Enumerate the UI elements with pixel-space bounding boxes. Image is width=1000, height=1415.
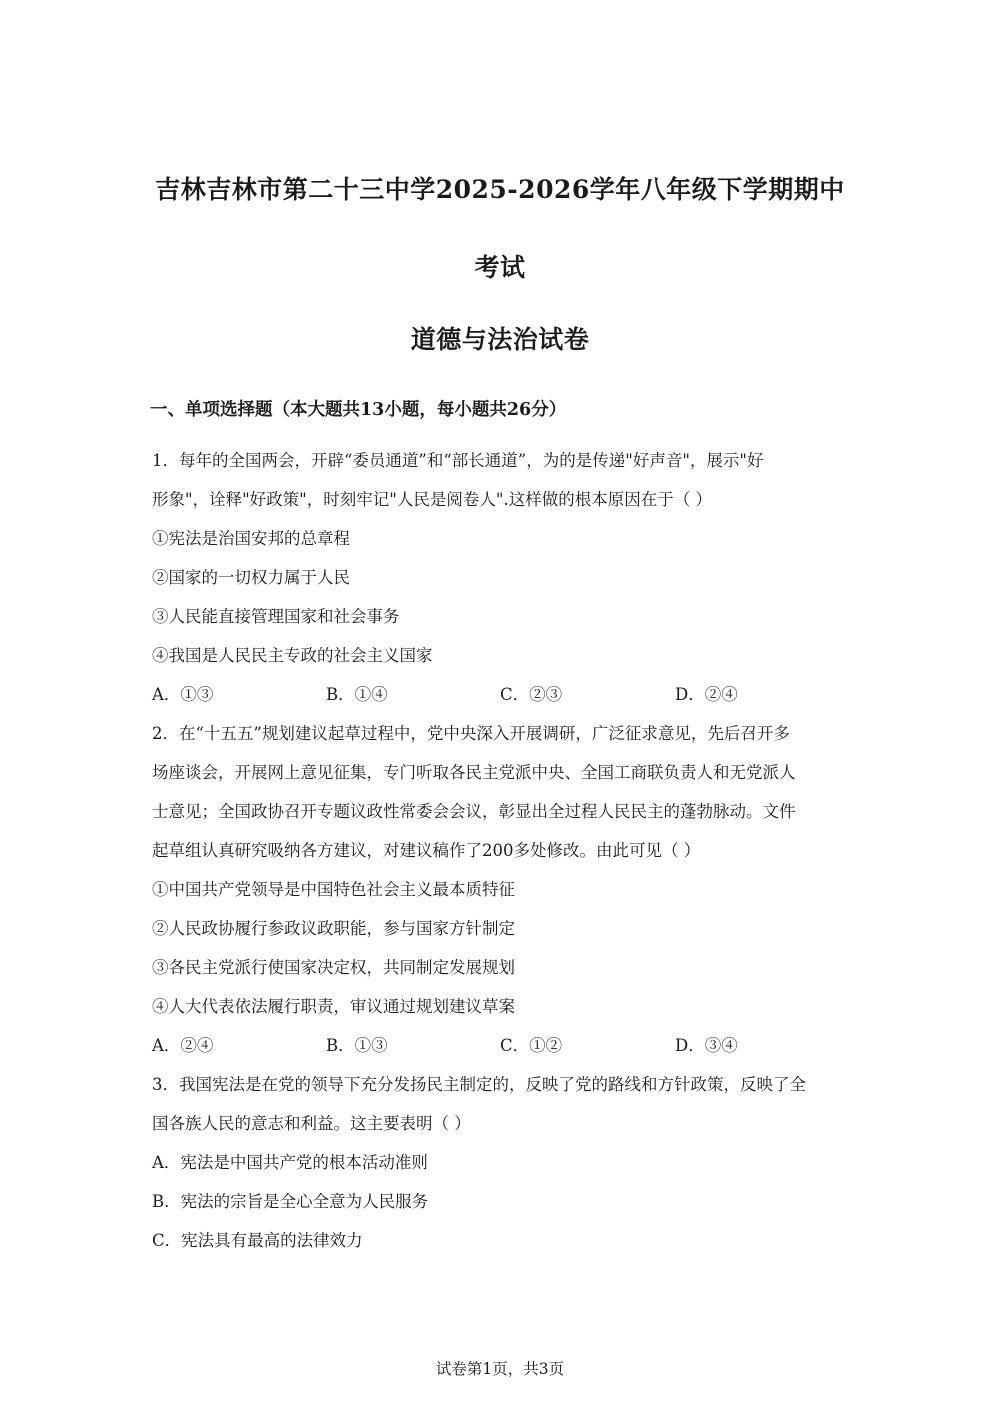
exam-title-line1: 吉林吉林市第二十三中学2025-2026学年八年级下学期期中 <box>155 175 845 204</box>
question-2-item-3: ③各民主党派行使国家决定权，共同制定发展规划 <box>152 958 515 977</box>
question-1-text-line2: 形象"，诠释"好政策"，时刻牢记"人民是阅卷人".这样做的根本原因在于（ ） <box>152 490 712 509</box>
question-1-item-3: ③人民能直接管理国家和社会事务 <box>152 607 400 626</box>
question-1-item-1: ①宪法是治国安邦的总章程 <box>152 529 350 548</box>
question-3-choice-b: B．宪法的宗旨是全心全意为人民服务 <box>152 1192 429 1211</box>
question-2-option-d: D．③④ <box>675 1036 738 1055</box>
question-2-option-b: B．①③ <box>326 1036 388 1055</box>
section-heading: 一、单项选择题（本大题共13小题，每小题共26分） <box>150 400 567 420</box>
question-2-text-line4: 起草组认真研究吸纳各方建议，对建议稿作了200多处修改。由此可见（ ） <box>152 841 701 860</box>
question-2-item-2: ②人民政协履行参政议政职能，参与国家方针制定 <box>152 919 515 938</box>
question-1-item-2: ②国家的一切权力属于人民 <box>152 568 350 587</box>
question-3-choice-c: C．宪法具有最高的法律效力 <box>152 1231 363 1250</box>
page-footer: 试卷第1页，共3页 <box>435 1360 565 1378</box>
question-1-option-a: A．①③ <box>152 685 214 704</box>
question-1-option-b: B．①④ <box>326 685 388 704</box>
question-2-item-1: ①中国共产党领导是中国特色社会主义最本质特征 <box>152 880 515 899</box>
question-2-item-4: ④人大代表依法履行职责，审议通过规划建议草案 <box>152 997 515 1016</box>
question-3-text-line2: 国各族人民的意志和利益。这主要表明（ ） <box>152 1114 471 1133</box>
question-2-text-line1: 2．在“十五五”规划建议起草过程中，党中央深入开展调研，广泛征求意见，先后召开多 <box>152 724 790 743</box>
question-3-choice-a: A．宪法是中国共产党的根本活动准则 <box>152 1153 428 1172</box>
question-1-text-line1: 1．每年的全国两会，开辟“委员通道”和“部长通道”，为的是传递"好声音"，展示"好 <box>152 451 764 470</box>
question-1-item-4: ④我国是人民民主专政的社会主义国家 <box>152 646 433 665</box>
exam-subtitle: 道德与法治试卷 <box>410 325 590 354</box>
question-2-option-c: C．①② <box>500 1036 563 1055</box>
question-3-text-line1: 3．我国宪法是在党的领导下充分发扬民主制定的，反映了党的路线和方针政策，反映了全 <box>152 1075 806 1094</box>
question-2-text-line3: 士意见；全国政协召开专题议政性常委会会议，彰显出全过程人民民主的蓬勃脉动。文件 <box>152 802 796 821</box>
question-1-option-c: C．②③ <box>500 685 563 704</box>
exam-title-line2: 考试 <box>474 253 526 282</box>
question-2-option-a: A．②④ <box>152 1036 214 1055</box>
question-1-option-d: D．②④ <box>675 685 738 704</box>
question-2-text-line2: 场座谈会，开展网上意见征集，专门听取各民主党派中央、全国工商联负责人和无党派人 <box>152 763 796 782</box>
